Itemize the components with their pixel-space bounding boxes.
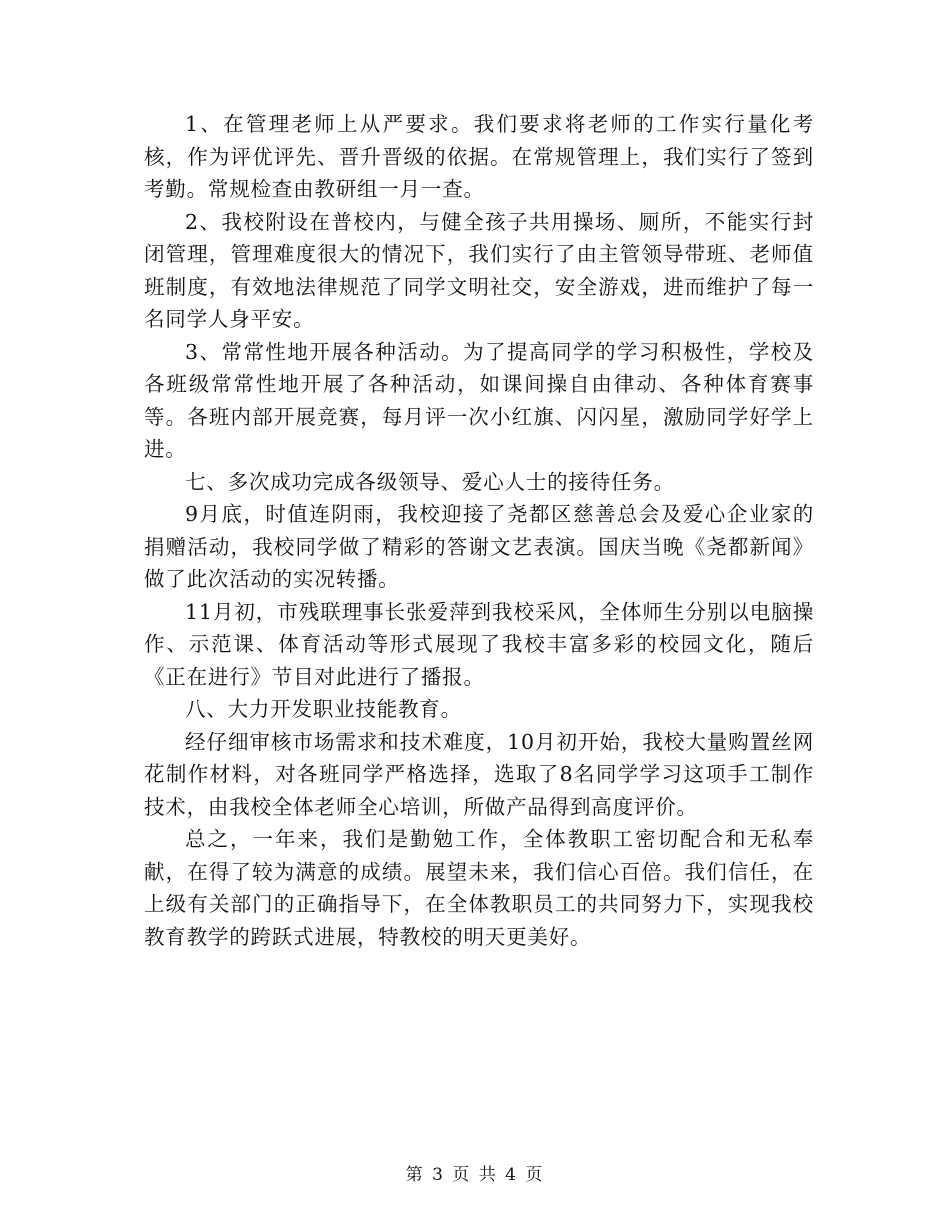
paragraph-september-donation: 9月底，时值连阴雨，我校迎接了尧都区慈善总会及爱心企业家的捐赠活动，我校同学做了精彩的答谢文艺表演。国庆当晚《尧都新闻》做了此次活动的实况转播。 [144, 502, 814, 591]
paragraph-november-visit: 11月初，市残联理事长张爱萍到我校采风，全体师生分别以电脑操作、示范课、体育活动等形式展现了我校丰富多彩的校园文化，随后《正在进行》节目对此进行了播报。 [144, 599, 814, 689]
section-heading-vocational: 八、大力开发职业技能教育。 [185, 697, 462, 721]
paragraph-conclusion: 总之，一年来，我们是勤勉工作，全体教职工密切配合和无私奉献，在得了较为满意的成绩。展望未来，我们信心百倍。我们信任，在上级有关部门的正确指导下，在全体教职员工的共同努力下，实现我校教育教学的跨跃式进展，特教校的明天更美好。 [144, 827, 814, 949]
page-number-footer: 第 3 页 共 4 页 [405, 1165, 545, 1185]
paragraph-safety-management: 2、我校附设在普校内，与健全孩子共用操场、厕所，不能实行封闭管理，管理难度很大的情况下，我们实行了由主管领导带班、老师值班制度，有效地法律规范了同学文明社交，安全游戏，进而维护了每一名同学人身平安。 [144, 209, 814, 331]
paragraph-activities: 3、常常性地开展各种活动。为了提高同学的学习积极性，学校及各班级常常性地开展了各种活动，如课间操自由律动、各种体育赛事等。各班内部开展竞赛，每月评一次小红旗、闪闪星，激励同学好学上进。 [144, 339, 814, 461]
document-body [144, 108, 814, 953]
paragraph-silk-flower-training: 经仔细审核市场需求和技术难度，10月初开始，我校大量购置丝网花制作材料，对各班同学严格选择，选取了8名同学学习这项手工制作技术，由我校全体老师全心培训，所做产品得到高度评价。 [144, 729, 814, 819]
paragraph-management-requirements: 1、在管理老师上从严要求。我们要求将老师的工作实行量化考核，作为评优评先、晋升晋级的依据。在常规管理上，我们实行了签到考勤。常规检查由教研组一月一查。 [144, 112, 814, 201]
section-heading-reception: 七、多次成功完成各级领导、爱心人士的接待任务。 [185, 469, 675, 494]
